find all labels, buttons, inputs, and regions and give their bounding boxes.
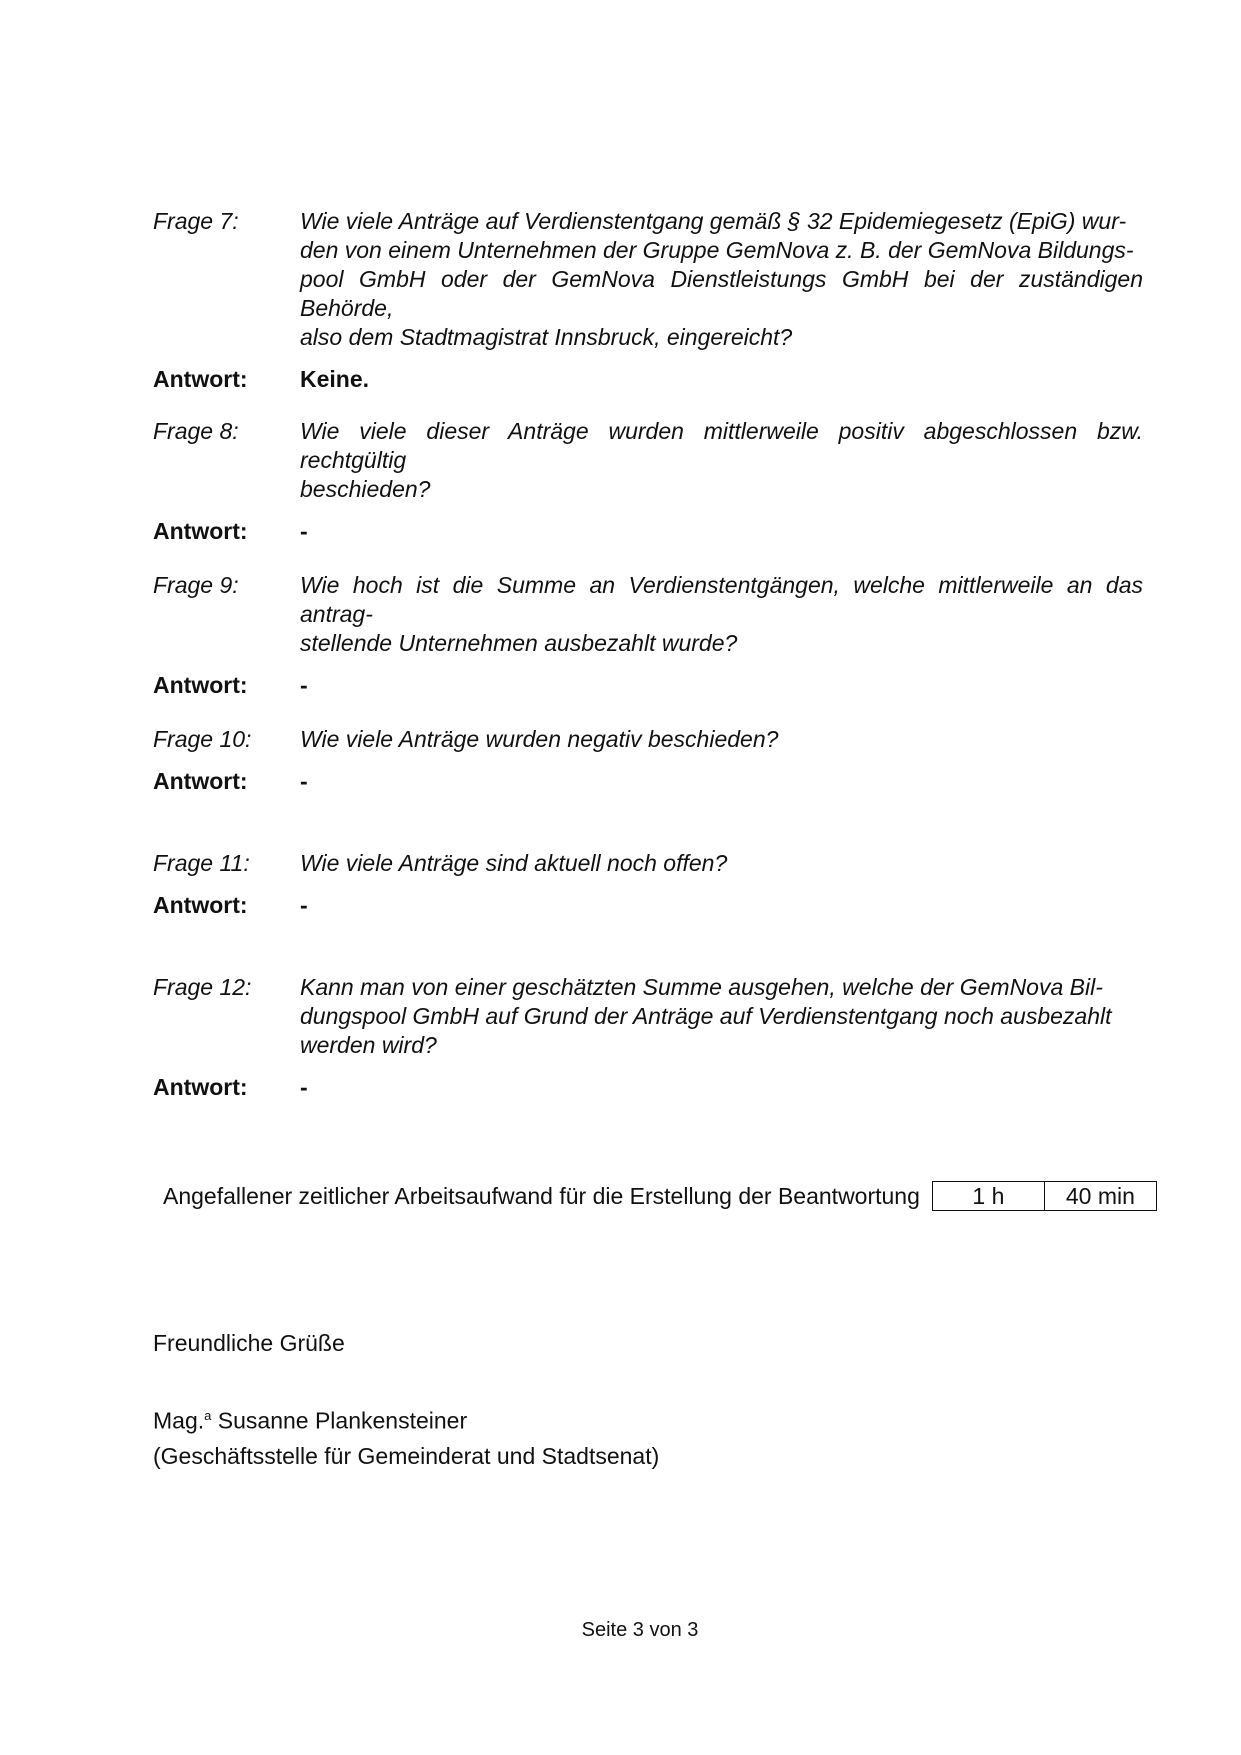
- frage-label: Frage 11:: [153, 850, 250, 876]
- antwort-text: -: [300, 1074, 308, 1100]
- work-effort-minutes: 40 min: [1044, 1182, 1156, 1210]
- frage-line: beschieden?: [300, 476, 431, 502]
- frage-line: Wie viele dieser Anträge wurden mittlerweile positiv abgeschlossen bzw. rechtgültig: [300, 418, 1143, 473]
- question-7: [153, 207, 1143, 394]
- work-effort-table: [932, 1181, 1157, 1211]
- frage-label: Frage 8:: [153, 418, 239, 444]
- work-effort-hours: 1 h: [972, 1183, 1005, 1209]
- antwort-label: Antwort:: [153, 366, 248, 392]
- closing-greeting: Freundliche Grüße: [153, 1330, 345, 1356]
- frage-line: Kann man von einer geschätzten Summe ausgehen, welche der GemNova Bil-: [300, 974, 1103, 1000]
- question-10: [153, 725, 1143, 796]
- antwort-label: Antwort:: [153, 672, 248, 698]
- antwort-label: Antwort:: [153, 892, 248, 918]
- antwort-text: -: [300, 672, 308, 698]
- frage-line: dungspool GmbH auf Grund der Anträge auf Verdienstentgang noch ausbezahlt: [300, 1003, 1112, 1029]
- antwort-label: Antwort:: [153, 1074, 248, 1100]
- antwort-label: Antwort:: [153, 768, 248, 794]
- question-9: [153, 571, 1143, 700]
- frage-line: den von einem Unternehmen der Gruppe GemNova z. B. der GemNova Bildungs-: [300, 237, 1134, 263]
- name-superscript: a: [204, 1408, 212, 1423]
- frage-line: Wie viele Anträge wurden negativ beschieden?: [300, 726, 779, 752]
- frage-line: Wie viele Anträge auf Verdienstentgang gemäß § 32 Epidemiegesetz (EpiG) wur-: [300, 208, 1127, 234]
- frage-label: Frage 9:: [153, 572, 239, 598]
- antwort-text: -: [300, 768, 308, 794]
- antwort-text: Keine.: [300, 366, 370, 392]
- frage-line: Wie viele Anträge sind aktuell noch offen?: [300, 850, 728, 876]
- frage-label: Frage 12:: [153, 974, 252, 1000]
- frage-label: Frage 7:: [153, 208, 239, 234]
- question-8: [153, 417, 1143, 546]
- question-11: [153, 849, 1143, 920]
- work-effort-label: Angefallener zeitlicher Arbeitsaufwand für die Erstellung der Beantwortung: [163, 1182, 920, 1209]
- frage-label: Frage 10:: [153, 726, 252, 752]
- antwort-text: -: [300, 892, 308, 918]
- antwort-text: -: [300, 518, 308, 544]
- page-number: Seite 3 von 3: [581, 1619, 699, 1641]
- signature-name: [153, 1401, 467, 1436]
- frage-line: stellende Unternehmen ausbezahlt wurde?: [300, 630, 738, 656]
- work-effort: [163, 1181, 1157, 1211]
- frage-line: pool GmbH oder der GemNova Dienstleistungs GmbH bei der zuständigen Behörde,: [300, 266, 1143, 321]
- question-12: [153, 973, 1143, 1102]
- frage-line: also dem Stadtmagistrat Innsbruck, eingereicht?: [300, 324, 793, 350]
- antwort-label: Antwort:: [153, 518, 248, 544]
- name-prefix: Mag.: [153, 1407, 205, 1434]
- signature-department: (Geschäftsstelle für Gemeinderat und Stadtsenat): [153, 1443, 660, 1469]
- frage-line: Wie hoch ist die Summe an Verdienstentgängen, welche mittlerweile an das antrag-: [300, 572, 1143, 627]
- frage-line: werden wird?: [300, 1032, 437, 1058]
- name-text: Susanne Plankensteiner: [211, 1407, 468, 1434]
